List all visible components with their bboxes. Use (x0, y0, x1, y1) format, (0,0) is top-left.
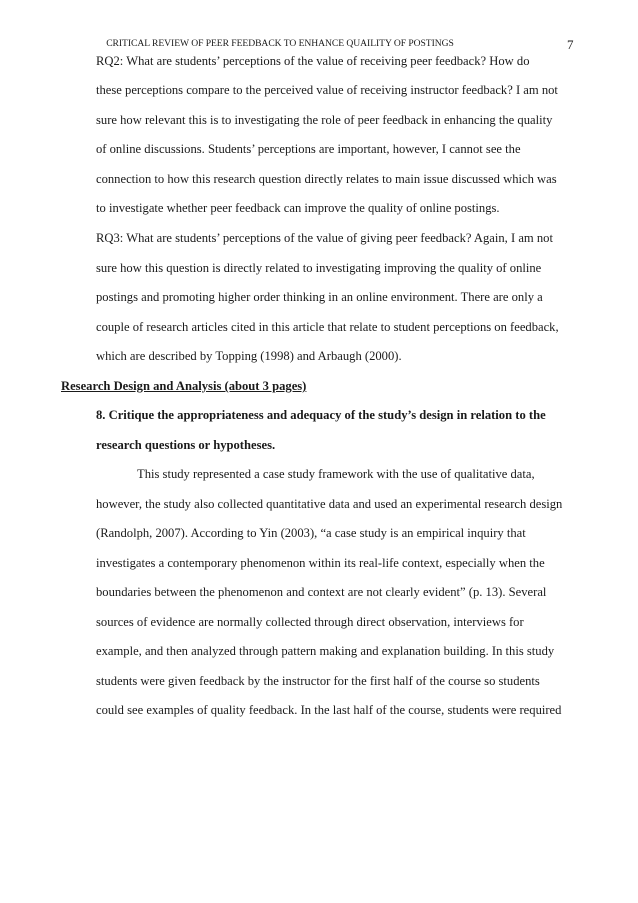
running-head: CRITICAL REVIEW OF PEER FEEDBACK TO ENHANCE QUAILITY OF POSTINGS (106, 38, 454, 49)
text-line: sources of evidence are normally collected through direct observation, interviews for (96, 615, 524, 629)
text-line: (Randolph, 2007). According to Yin (2003), “a case study is an empirical inquiry that (96, 526, 526, 540)
text-line: could see examples of quality feedback. In the last half of the course, students were required (96, 703, 562, 717)
text-line: sure how relevant this is to investigating the role of peer feedback in enhancing the quality (96, 113, 553, 127)
question-heading: 8. Critique the appropriateness and adequacy of the study’s design in relation to the (96, 408, 546, 422)
section-heading: Research Design and Analysis (about 3 pages) (61, 379, 307, 393)
text-line: of online discussions. Students’ perceptions are important, however, I cannot see the (96, 142, 521, 156)
text-line-rq2: RQ2: What are students’ perceptions of the value of receiving peer feedback? How do (96, 54, 530, 68)
text-line: postings and promoting higher order thinking in an online environment. There are only a (96, 290, 543, 304)
text-line: to investigate whether peer feedback can improve the quality of online postings. (96, 201, 500, 215)
text-line: which are described by Topping (1998) and Arbaugh (2000). (96, 349, 402, 363)
text-line: sure how this question is directly related to investigating improving the quality of online (96, 261, 542, 275)
page-number: 7 (567, 37, 574, 52)
text-line: connection to how this research question directly relates to main issue discussed which was (96, 172, 557, 186)
text-line: investigates a contemporary phenomenon within its real-life context, especially when the (96, 556, 545, 570)
paragraph-first-line: This study represented a case study framework with the use of qualitative data, (137, 467, 535, 481)
text-line: couple of research articles cited in this article that relate to student perceptions on feedback, (96, 320, 559, 334)
text-line: students were given feedback by the instructor for the first half of the course so students (96, 674, 540, 688)
text-line-rq3: RQ3: What are students’ perceptions of the value of giving peer feedback? Again, I am not (96, 231, 553, 245)
question-heading-cont: research questions or hypotheses. (96, 438, 276, 452)
text-line: boundaries between the phenomenon and context are not clearly evident” (p. 13). Several (96, 585, 547, 599)
text-line: however, the study also collected quantitative data and used an experimental research design (96, 497, 563, 511)
text-line: example, and then analyzed through pattern making and explanation building. In this study (96, 644, 555, 658)
text-line: these perceptions compare to the perceived value of receiving instructor feedback? I am not (96, 83, 558, 97)
